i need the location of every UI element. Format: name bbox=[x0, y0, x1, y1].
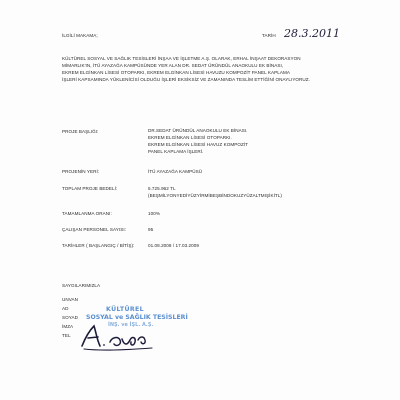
intro-line-3: EKREM ELGİNKAN LİSESİ OTOPARKI, EKREM ELGİNKAN LİSESİ HAVUZU KOMPOZİT PANEL KAPLAMA bbox=[62, 70, 290, 75]
project-title-line-4: PANEL KAPLAMA İŞLERİ. bbox=[148, 149, 204, 154]
stamp-line-1: KÜLTÜREL bbox=[106, 306, 145, 313]
intro-line-1: KÜLTÜREL SOSYAL VE SAĞLIK TESİSLERİ İNŞAA VE İŞLETME A.Ş. OLARAK, ERHAL İNŞAAT DEKORASYON bbox=[62, 56, 301, 61]
date-label: TARİH bbox=[262, 33, 276, 38]
field-title: UNVAN bbox=[62, 297, 78, 302]
intro-line-2: MİMARLIK'IN, İTÜ AYAZAĞA KAMPÜSÜNDE YER ALAN DR. SEDAT ÜRÜNDÜL ANAOKULU EK BİNASI, bbox=[62, 63, 284, 68]
handwritten-date: 28.3.2011 bbox=[284, 27, 340, 40]
cost-label: TOPLAM PROJE BEDELİ: bbox=[62, 186, 118, 191]
field-name: AD bbox=[62, 306, 69, 311]
cost-in-words: (BEŞMİLYONYEDİYÜZYİRMİBEŞBİNDOKUZYÜZALTMIŞİKİTL) bbox=[148, 193, 282, 198]
project-title-line-1: DR.SEDAT ÜRÜNDÜL ANAOKULU EK BİNASI. bbox=[148, 128, 248, 133]
project-title-line-3: EKREM ELGİNKAN LİSESİ HAVUZ KOMPOZİT bbox=[148, 142, 248, 147]
location-label: PROJENİN YERİ: bbox=[62, 169, 100, 174]
project-title-line-2: EKREM ELGİNKAN LİSESİ OTOPARKI. bbox=[148, 135, 232, 140]
location-value: İTÜ AYAZAĞA KAMPÜSÜ bbox=[148, 169, 203, 174]
staff-count-label: ÇALIŞAN PERSONEL SAYISI: bbox=[62, 227, 127, 232]
completion-label: TAMAMLANMA ORANI: bbox=[62, 211, 112, 216]
intro-line-4: İŞLERİ KAPSAMINDA YÜKLENİCİSİ OLDUĞU İŞLERİ EKSİKSİZ VE ZAMANINDA TESLİM ETTİĞİNİ ONAYLIYORUZ. bbox=[62, 77, 310, 82]
recipient-line: İLGİLİ MAKAMA; bbox=[62, 33, 98, 38]
field-signature: İMZA bbox=[62, 324, 74, 329]
stamp-line-2: SOSYAL ve SAĞLIK TESİSLERİ bbox=[86, 314, 188, 321]
completion-value: 100% bbox=[148, 211, 160, 216]
closing-greeting: SAYGILARIMIZLA bbox=[62, 283, 101, 288]
stamp-line-3: İNŞ. ve İŞL. A.Ş. bbox=[108, 322, 154, 328]
dates-value: 01.08.2008 / 17.03.2009 bbox=[148, 243, 199, 248]
field-surname: SOYAD bbox=[62, 315, 78, 320]
staff-count-value: 95 bbox=[148, 227, 154, 232]
project-title-label: PROJE BAŞLIĞI: bbox=[62, 129, 99, 134]
dates-label: TARİHLER ( BAŞLANGIÇ / BİTİŞ): bbox=[62, 243, 135, 248]
field-phone: TEL bbox=[62, 333, 71, 338]
handwritten-signature bbox=[78, 318, 158, 354]
cost-value: 5.725.962 TL bbox=[148, 186, 176, 191]
